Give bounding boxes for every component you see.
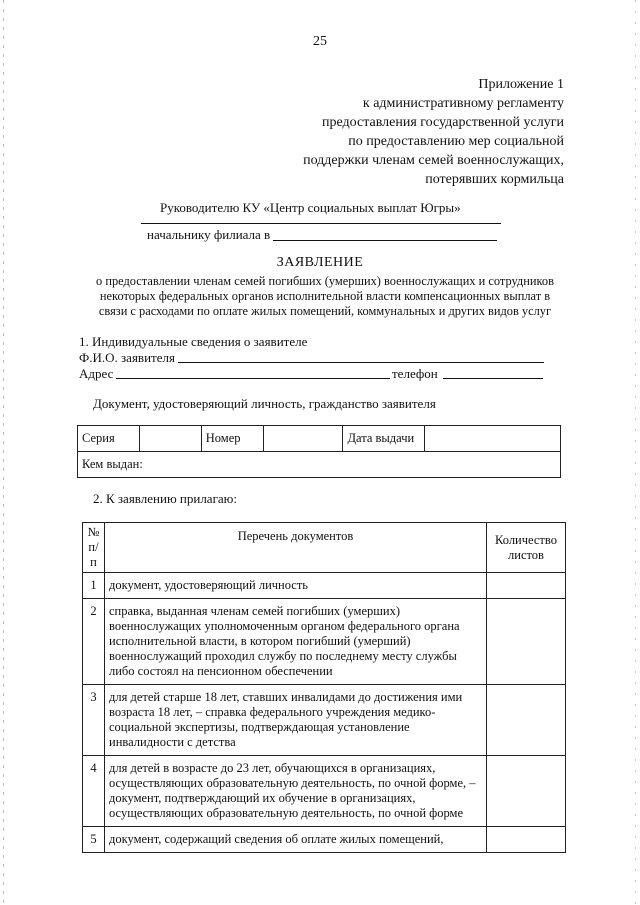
issue-date-cell[interactable] (425, 426, 561, 452)
fio-field-line[interactable] (178, 362, 544, 363)
addressee-recipient: Руководителю КУ «Центр социальных выплат Югры» (160, 200, 461, 215)
row-page-count[interactable] (487, 573, 566, 599)
section1-heading: 1. Индивидуальные сведения о заявителе (79, 334, 308, 349)
phone-label: телефон (392, 366, 438, 381)
id-document-heading: Документ, удостоверяющий личность, гражданство заявителя (93, 396, 436, 411)
number-cell[interactable] (263, 426, 343, 452)
row-page-count[interactable] (487, 756, 566, 827)
scan-edge-left (3, 0, 4, 905)
id-document-table (77, 425, 561, 478)
appendix-line: по предоставлению мер социальной (348, 134, 564, 149)
row-document: документ, удостоверяющий личность (105, 573, 487, 599)
fio-label: Ф.И.О. заявителя (79, 350, 175, 365)
row-page-count[interactable] (487, 685, 566, 756)
appendix-line: потерявших кормильца (425, 172, 564, 187)
branch-label: начальнику филиала в (147, 227, 271, 242)
application-subtitle (75, 274, 575, 319)
row-page-count[interactable] (487, 599, 566, 685)
appendix-line: Приложение 1 (478, 77, 564, 92)
series-cell[interactable] (139, 426, 201, 452)
row-document: справка, выданная членам семей погибших (умерших) военнослужащих уполномоченным органом федерального органа исполнительной власти, в котором погибший (умерший) военнослужащий проходил службу по последнему месту службы либо состоял на пенсионном обеспечении (105, 599, 487, 685)
table-row (83, 573, 566, 599)
addressee-blank-line[interactable] (141, 223, 501, 224)
number-label: Номер (201, 426, 263, 452)
header-documents: Перечень документов (105, 523, 487, 573)
row-document: для детей в возрасте до 23 лет, обучающихся в организациях, осуществляющих образовательную деятельность, по очной форме, – документ, подтверждающий их обучение в организациях, осуществляющих образовательную деятельность, по очной форме (105, 756, 487, 827)
address-field-line[interactable] (116, 378, 390, 379)
section2-heading: 2. К заявлению прилагаю: (93, 491, 238, 506)
table-row (78, 452, 561, 478)
subtitle-line: о предоставлении членам семей погибших (умерших) военнослужащих и сотрудников (96, 274, 554, 288)
table-row (83, 756, 566, 827)
issued-by-cell[interactable] (78, 452, 561, 478)
issue-date-label: Дата выдачи (343, 426, 425, 452)
phone-field-line[interactable] (443, 378, 543, 379)
row-page-count[interactable] (487, 827, 566, 853)
appendix-line: предоставления государственной услуги (322, 115, 564, 130)
appendix-line: поддержки членам семей военнослужащих, (303, 153, 564, 168)
row-number: 3 (83, 685, 105, 756)
header-number: № п/п (83, 523, 105, 573)
appendix-header (244, 75, 564, 189)
appendix-line: к административному регламенту (362, 96, 564, 111)
subtitle-line: некоторых федеральных органов исполнительной власти компенсационных выплат в (99, 289, 551, 303)
row-number: 4 (83, 756, 105, 827)
subtitle-line: связи с расходами по оплате жилых помещений, коммунальных и других видов услуг (98, 304, 552, 318)
table-row (78, 426, 561, 452)
address-label: Адрес (79, 366, 114, 381)
row-document: документ, содержащий сведения об оплате жилых помещений, (105, 827, 487, 853)
row-number: 2 (83, 599, 105, 685)
application-title: ЗАЯВЛЕНИЕ (276, 255, 364, 270)
table-row (83, 599, 566, 685)
attached-documents-table (82, 522, 566, 853)
table-row (83, 827, 566, 853)
row-document: для детей старше 18 лет, ставших инвалидами до достижения ими возраста 18 лет, – справка федерального учреждения медико-социальной экспертизы, подтверждающая установление инвалидности с детства (105, 685, 487, 756)
table-row (83, 685, 566, 756)
header-pages: Количество листов (487, 523, 566, 573)
scan-edge-right (635, 0, 636, 905)
row-number: 1 (83, 573, 105, 599)
row-number: 5 (83, 827, 105, 853)
series-label: Серия (78, 426, 140, 452)
page-number: 25 (313, 34, 327, 49)
table-header-row (83, 523, 566, 573)
branch-blank-line[interactable] (273, 240, 497, 241)
issued-by-label: Кем выдан: (82, 457, 143, 471)
